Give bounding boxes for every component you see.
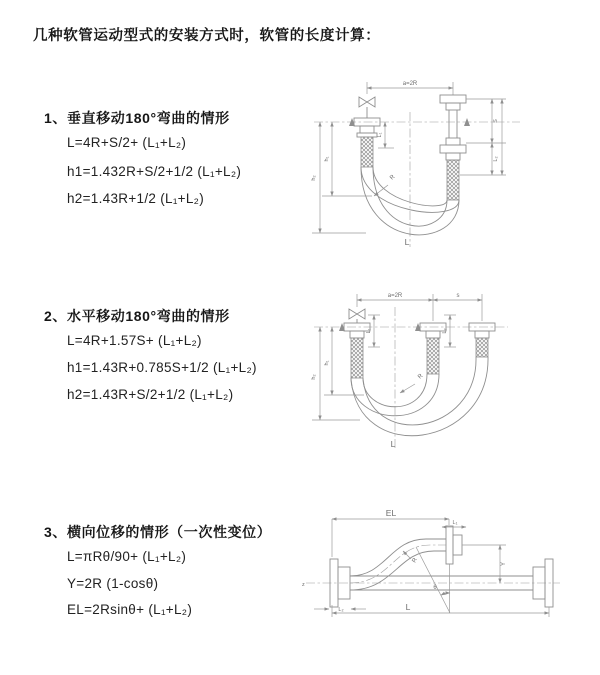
angle-theta xyxy=(416,547,450,613)
dim-y xyxy=(462,545,507,583)
section-2-formula-h2: h2=1.43R+S/2+1/2 (L₁+L₂) xyxy=(67,387,234,402)
dim-label-r: R xyxy=(389,174,397,182)
section-1-formula-h2: h2=1.43R+1/2 (L₁+L₂) xyxy=(67,191,205,206)
dim-label-a2r: a=2R xyxy=(402,81,418,87)
dim-l2 xyxy=(314,607,366,613)
dim-label-theta: θ xyxy=(433,585,437,591)
upper-flange xyxy=(446,526,453,564)
dim-label-z: z xyxy=(302,582,305,588)
braid-section xyxy=(427,338,439,374)
left-fitting xyxy=(354,118,380,167)
dim-label-h2: h₂ xyxy=(311,374,317,380)
dim-label-l2: L₂ xyxy=(442,328,448,334)
braid-section xyxy=(351,338,363,378)
dim-label-l: L xyxy=(390,439,396,449)
dim-label-l1: L₁ xyxy=(366,328,372,334)
upper-hub xyxy=(453,535,462,555)
dim-label-h1: h₁ xyxy=(324,360,330,366)
dim-s xyxy=(460,99,506,175)
braid-section xyxy=(361,137,373,167)
dim-span-a2r xyxy=(367,81,453,95)
radius-callout xyxy=(374,174,397,196)
diagram-lateral-displacement xyxy=(298,505,600,650)
hose-curves xyxy=(351,357,488,436)
dim-label-a2r: a=2R xyxy=(387,293,403,299)
dim-l2 xyxy=(442,315,456,347)
dim-label-el: EL xyxy=(385,508,397,518)
dim-span-a2r xyxy=(357,293,482,321)
braid-section xyxy=(447,160,459,200)
dim-h2 xyxy=(311,122,366,233)
dim-l1 xyxy=(366,315,380,347)
section-3-formula-L: L=πRθ/90+ (L₁+L₂) xyxy=(67,549,187,564)
right-fitting xyxy=(469,323,495,357)
braid-section xyxy=(476,338,488,357)
radius-callout xyxy=(400,373,425,393)
section-3-formula-Y: Y=2R (1-cosθ) xyxy=(67,576,159,591)
section-3-heading: 3、横向位移的情形（一次性变位） xyxy=(44,524,272,540)
dim-label-s: S xyxy=(493,119,499,123)
dim-l2 xyxy=(492,99,502,175)
valve-icon xyxy=(359,97,375,118)
section-1-formula-L: L=4R+S/2+ (L₁+L₂) xyxy=(67,135,187,150)
dim-el xyxy=(332,508,449,557)
valve-icon xyxy=(349,309,365,323)
dim-label-l: L xyxy=(404,237,410,247)
section-2-heading: 2、水平移动180°弯曲的情形 xyxy=(44,308,230,324)
dim-stroke-s xyxy=(433,293,482,300)
dim-label-l2: L₂ xyxy=(493,156,499,162)
diagram-vertical-180 xyxy=(308,66,600,266)
dim-label-l1: L₁ xyxy=(452,520,458,526)
dim-label-r: R xyxy=(417,373,425,381)
right-fitting xyxy=(440,95,466,200)
dim-label-r: R xyxy=(411,557,419,564)
section-3-formula-EL: EL=2Rsinθ+ (L₁+L₂) xyxy=(67,602,193,617)
section-2-formula-h1: h1=1.43R+0.785S+1/2 (L₁+L₂) xyxy=(67,360,257,375)
dim-label-l: L xyxy=(405,602,411,612)
s-curve-hose xyxy=(350,526,462,590)
dim-label-l1: L₁ xyxy=(377,132,383,138)
section-1-formula-h1: h1=1.432R+S/2+1/2 (L₁+L₂) xyxy=(67,164,242,179)
dim-label-h1: h₁ xyxy=(324,156,330,162)
dim-label-y: Y xyxy=(501,561,507,567)
section-2-formula-L: L=4R+1.57S+ (L₁+L₂) xyxy=(67,333,202,348)
diagram-horizontal-180 xyxy=(308,281,600,461)
page-title: 几种软管运动型式的安装方式时，软管的长度计算： xyxy=(33,28,381,44)
dim-label-h2: h₂ xyxy=(311,175,317,181)
dim-label-s: s xyxy=(456,293,460,299)
dim-label-l2: L₂ xyxy=(338,607,344,613)
section-1-heading: 1、垂直移动180°弯曲的情形 xyxy=(44,110,230,126)
dim-l xyxy=(332,602,549,617)
